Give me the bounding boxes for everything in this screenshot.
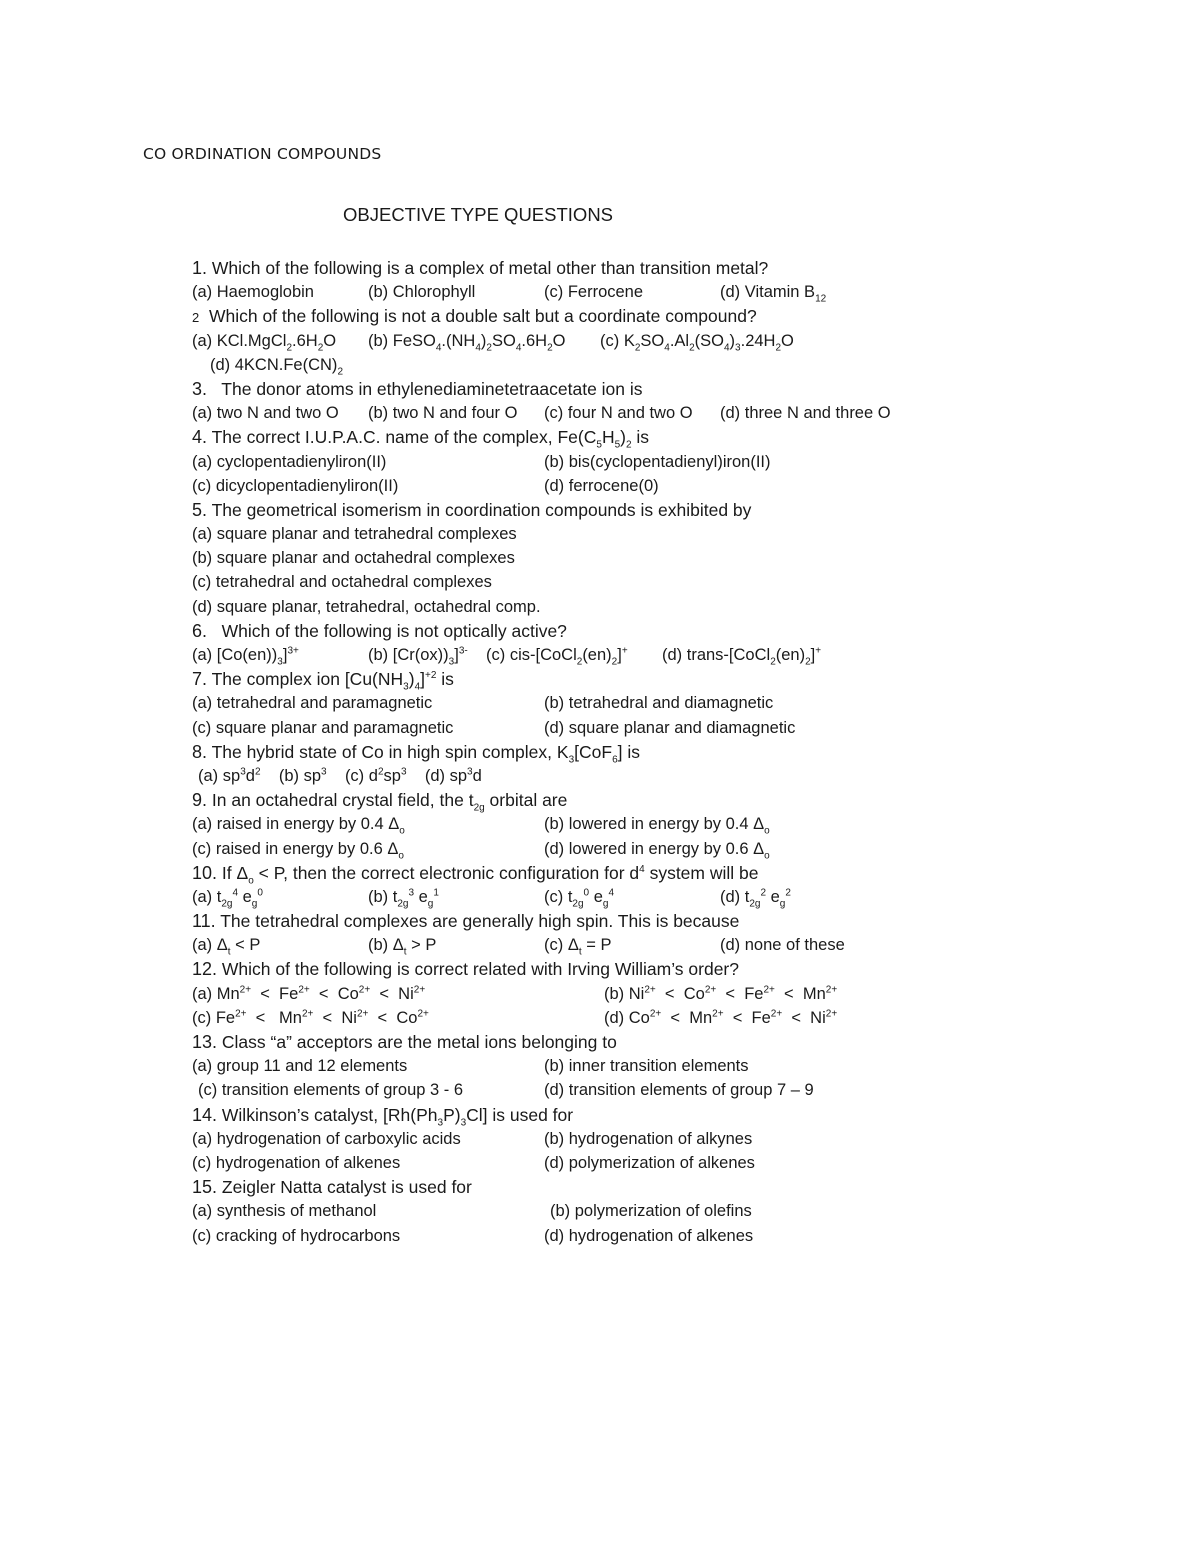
question-9-options-cd: (c) raised in energy by 0.6 $\Delta_o$ (d) lowered in energy by 0.6 $\Delta_o$ <box>192 839 770 861</box>
question-8: 8. The hybrid state of Co in high spin complex, $K_3[CoF_6]$ is <box>192 741 640 766</box>
question-2: 2 Which of the following is not a double salt but a coordinate compound? <box>192 306 757 327</box>
question-1-options: (a) Haemoglobin (b) Chlorophyll (c) Ferrocene (d) Vitamin $B_{12}$ <box>192 283 827 305</box>
question-11: 11. The tetrahedral complexes are generally high spin. This is because <box>192 911 740 932</box>
question-12: 12. Which of the following is correct related with Irving William’s order? <box>192 959 739 980</box>
question-4: 4. The correct I.U.P.A.C. name of the complex, $Fe(C_5H_5)_2$ is <box>192 427 650 451</box>
question-3: 3. The donor atoms in ethylenediaminetetraacetate ion is <box>192 378 643 399</box>
question-15-options-ab: (a) synthesis of methanol (b) polymerization of olefins <box>192 1202 752 1221</box>
question-4-options-ab: (a) cyclopentadienyliron(II) (b) bis(cyclopentadienyl)iron(II) <box>192 452 771 471</box>
question-8-options: (a) $sp^3d^2$ (b) $sp^3$ (c) $d^2sp^3$ (d) $sp^3d$ <box>198 766 482 785</box>
question-7-options-ab: (a) tetrahedral and paramagnetic (b) tetrahedral and diamagnetic <box>192 694 774 713</box>
question-5-option-b: (b) square planar and octahedral complexes <box>192 549 515 568</box>
question-12-options-cd: (c) $Fe^{2+} < Mn^{2+} < Ni^{2+} < Co^{2+}$ (d) $Co^{2+} < Mn^{2+} < Fe^{2+} < Ni^{2+}$ <box>192 1008 838 1027</box>
question-14-options-ab: (a) hydrogenation of carboxylic acids (b) hydrogenation of alkynes <box>192 1129 753 1148</box>
question-5-option-c: (c) tetrahedral and octahedral complexes <box>192 573 492 592</box>
question-1: 1. Which of the following is a complex of metal other than transition metal? <box>192 258 769 278</box>
question-5-option-d: (d) square planar, tetrahedral, octahedral comp. <box>192 597 541 616</box>
question-11-options: (a) $\Delta_t < P$ (b) $\Delta_t > P$ (c) $\Delta_t = P$ (d) none of these <box>192 936 845 958</box>
question-6: 6. Which of the following is not optically active? <box>192 620 567 641</box>
question-5-option-a: (a) square planar and tetrahedral complexes <box>192 525 517 544</box>
question-7-options-cd: (c) square planar and paramagnetic (d) square planar and diamagnetic <box>192 718 796 737</box>
question-3-options: (a) two N and two O (b) two N and four O (c) four N and two O (d) three N and three O <box>192 404 891 423</box>
section-title: OBJECTIVE TYPE QUESTIONS <box>343 204 614 225</box>
question-15: 15. Zeigler Natta catalyst is used for <box>192 1177 472 1198</box>
question-7: 7. The complex ion $[Cu(NH_3)_4]^{+2}$ is <box>192 669 454 693</box>
question-6-options: (a) $[Co(en))_3]^{3+}$ (b) $[Cr(ox))_3]^{3-}$ (c) cis-$[CoCl_2(en)_2]^+$ (d) trans-$[CoCl_2(en)_2]^+$ <box>192 645 822 668</box>
question-5: 5. The geometrical isomerism in coordination compounds is exhibited by <box>192 499 752 520</box>
question-list <box>192 256 922 1248</box>
question-4-options-cd: (c) dicyclopentadienyliron(II) (d) ferrocene(0) <box>192 476 659 495</box>
question-14-options-cd: (c) hydrogenation of alkenes (d) polymerization of alkenes <box>192 1153 755 1172</box>
question-10: 10. If $\Delta_o < P$, then the correct electronic configuration for $d^4$ system will be <box>192 862 759 887</box>
question-2-options: (a) $KCl.MgCl_2.6H_2O$ (b) $FeSO_4.(NH_4)_2SO_4.6H_2O$ (c) $K_2SO_4.Al_2(SO_4)_3.24H_2O$ <box>192 331 794 353</box>
question-10-options: (a) $t_{2g}^4$ $e_g^0$ (b) $t_{2g}^3$ $e_g^1$ (c) $t_{2g}^0$ $e_g^4$ (d) $t_{2g}^2$ $e_g^2$ <box>192 887 791 910</box>
document-title: CO ORDINATION COMPOUNDS <box>143 145 382 163</box>
question-9-options-ab: (a) raised in energy by 0.4 $\Delta_o$ (b) lowered in energy by 0.4 $\Delta_o$ <box>192 815 770 837</box>
question-14: 14. Wilkinson’s catalyst, $[Rh(Ph_3P)_3Cl]$ is used for <box>192 1104 574 1129</box>
question-13-options-ab: (a) group 11 and 12 elements (b) inner transition elements <box>192 1057 749 1076</box>
question-13-options-cd: (c) transition elements of group 3 - 6 (d) transition elements of group 7 – 9 <box>198 1081 814 1100</box>
question-2-option-d: (d) $4KCN.Fe(CN)_2$ <box>210 355 343 378</box>
question-13: 13. Class “a” acceptors are the metal ions belonging to <box>192 1032 617 1052</box>
question-15-options-cd: (c) cracking of hydrocarbons (d) hydrogenation of alkenes <box>192 1226 754 1245</box>
question-12-options-ab: (a) $Mn^{2+} < Fe^{2+} < Co^{2+} < Ni^{2+}$ (b) $Ni^{2+} < Co^{2+} < Fe^{2+} < Mn^{2+}$ <box>192 984 838 1003</box>
question-9: 9. In an octahedral crystal field, the $t_{2g}$ orbital are <box>192 790 568 814</box>
